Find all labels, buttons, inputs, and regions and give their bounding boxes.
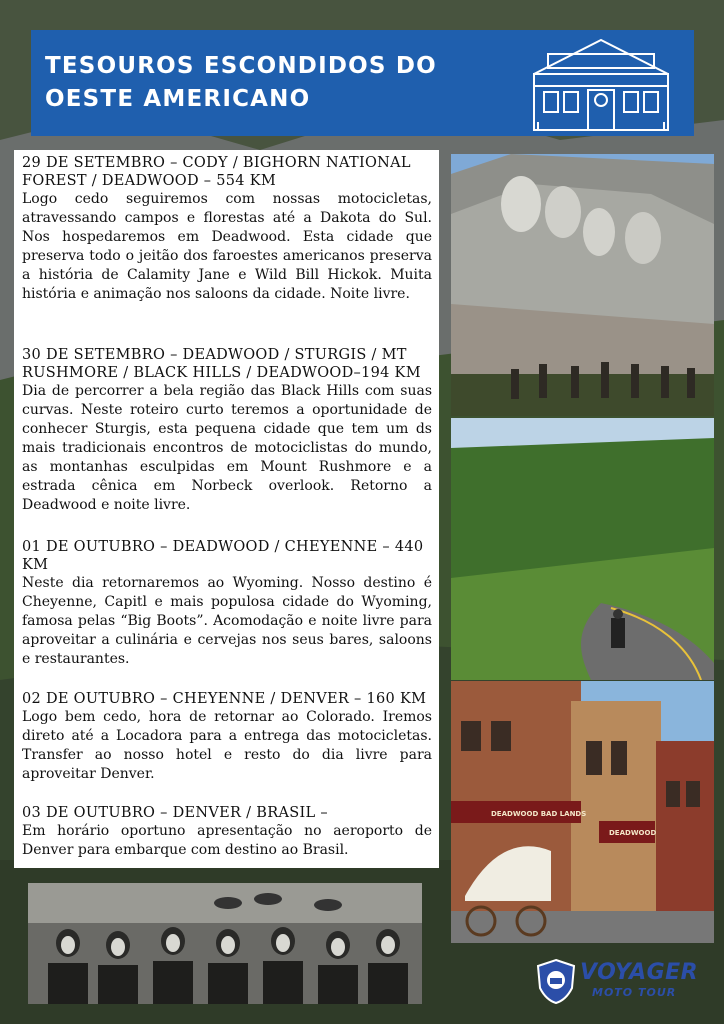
- voyager-logo: [534, 958, 706, 1004]
- day-title: 03 DE OUTUBRO – DENVER / BRASIL –: [22, 805, 328, 821]
- day-section-5: [22, 804, 432, 860]
- day-section-4: [22, 690, 432, 784]
- day-description: Dia de percorrer a bela região das Black Hills com suas curvas. Neste roteiro curto teremos a oportunidade de conhecer Sturgis, esta pequena cidade que tem um ds mais tradicionais encontros de motociclistas do mundo, as montanhas esculpidas em Mount Rushmore e a estrada cênica em Norbeck overlook. Retorno a Deadwood e noite livre.: [22, 383, 432, 513]
- photo-deadwood-street: [451, 681, 714, 943]
- sign-bad-lands: DEADWOOD BAD LANDS: [491, 810, 587, 818]
- day-description: Logo bem cedo, hora de retornar ao Colorado. Iremos direto até a Locadora para a entrega das motocicletas. Transfer ao nosso hotel e resto do dia livre para aproveitar Denver.: [22, 709, 432, 782]
- photo-vintage-crowd: [28, 883, 422, 1004]
- day-section-3: [22, 538, 432, 669]
- saloon-building-icon: [528, 34, 674, 132]
- day-section-1: [22, 154, 432, 304]
- day-title: 30 DE SETEMBRO – DEADWOOD / STURGIS / MT RUSHMORE / BLACK HILLS / DEADWOOD–194 KM: [22, 347, 421, 381]
- day-section-2: [22, 346, 432, 515]
- page-title: TESOUROS ESCONDIDOS DO OESTE AMERICANO: [45, 53, 437, 112]
- day-title: 01 DE OUTUBRO – DEADWOOD / CHEYENNE – 440 KM: [22, 539, 424, 573]
- day-description: Logo cedo seguiremos com nossas motocicletas, atravessando campos e florestas até a Dakota do Sul. Nos hospedaremos em Deadwood. Esta cidade que preserva todo o jeitão dos faroestes americanos preserva a história de Calamity Jane e Wild Bill Hickok. Muita história e animação nos saloons da cidade. Noite livre.: [22, 191, 432, 302]
- shield-logo-icon: [536, 958, 576, 1004]
- day-title: 29 DE SETEMBRO – CODY / BIGHORN NATIONAL FOREST / DEADWOOD – 554 KM: [22, 155, 411, 189]
- photo-mount-rushmore: [451, 154, 714, 416]
- day-description: Em horário oportuno apresentação no aeroporto de Denver para embarque com destino ao Brasil.: [22, 823, 432, 858]
- day-description: Neste dia retornaremos ao Wyoming. Nosso destino é Cheyenne, Capitl e mais populosa cidade do Wyoming, famosa pelas “Big Boots”. Acomodação e noite livre para aproveitar a culinária e cervejas nos seus bares, saloons e restaurantes.: [22, 575, 432, 667]
- sign-deadwood: DEADWOOD: [609, 829, 657, 837]
- itinerary-panel: [14, 150, 439, 868]
- header-banner: [31, 30, 694, 136]
- day-title: 02 DE OUTUBRO – CHEYENNE / DENVER – 160 KM: [22, 691, 427, 707]
- logo-name: VOYAGER: [580, 960, 699, 985]
- photo-black-hills-road: [451, 418, 714, 680]
- logo-subtitle: MOTO TOUR: [592, 986, 677, 999]
